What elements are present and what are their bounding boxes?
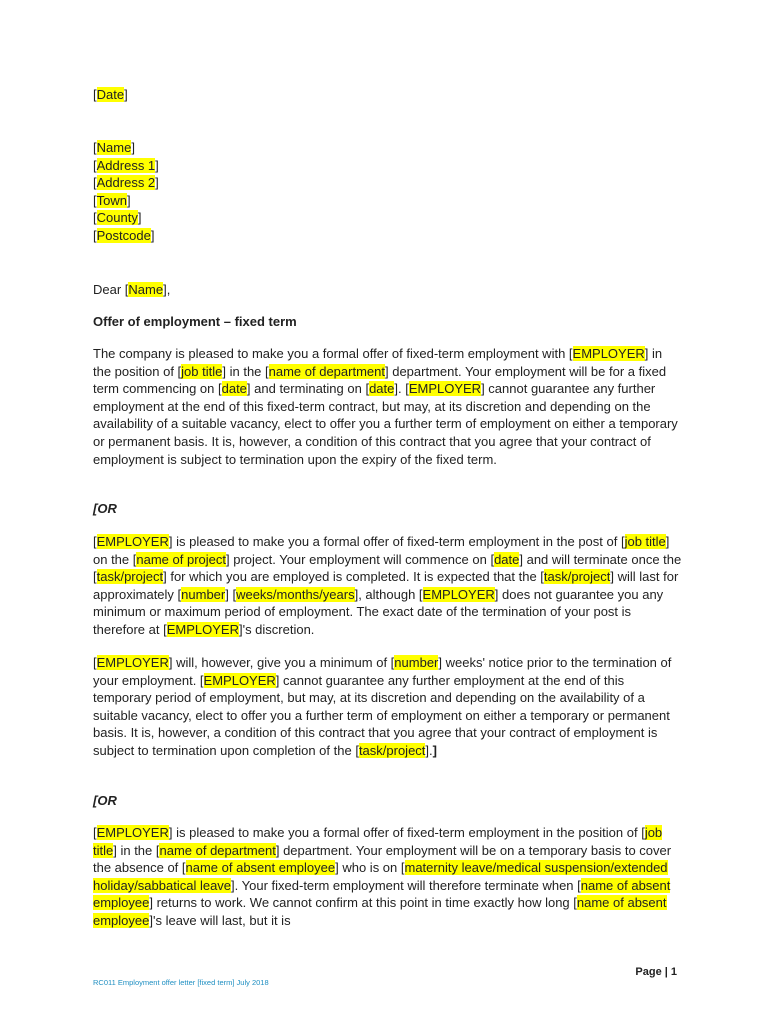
paragraph-text: ] returns to work. We cannot confirm at this point in time exactly how long [: [149, 895, 577, 911]
address-line: [County]: [93, 210, 142, 226]
address-line: [Name]: [93, 140, 135, 155]
paragraph-text: ] will last for approximately [: [93, 569, 679, 602]
paragraph-text: The company is pleased to make you a formal offer of fixed-term employment with [: [93, 346, 573, 361]
placeholder-field: EMPLOYER: [96, 825, 169, 840]
recipient-address: [93, 139, 683, 245]
date-line: [Date]: [93, 87, 128, 102]
placeholder-field: task/project: [96, 569, 164, 585]
paragraph-text: ]'s leave will last, but it is: [149, 912, 291, 928]
paragraph-text: [: [93, 534, 97, 549]
address-line: [Address 2]: [93, 175, 159, 191]
placeholder-field: task/project: [358, 742, 426, 758]
placeholder-field: weeks/months/years: [236, 586, 355, 602]
address-line: [Address 1]: [93, 157, 159, 173]
placeholder-field: date: [221, 381, 247, 397]
paragraph-text: ] will, however, give you a minimum of [: [168, 655, 395, 670]
letter-heading: Offer of employment – fixed term: [93, 314, 297, 329]
paragraph-text: ] in the [: [222, 363, 269, 379]
paragraph-text: ] weeks' notice prior to the termination of your employment. [: [93, 655, 672, 688]
paragraph-fixed-term: [93, 345, 683, 468]
paragraph-text: ] and terminating on [: [246, 381, 370, 397]
paragraph-text: ] in the position of [: [93, 346, 663, 379]
address-line: [Postcode]: [93, 227, 155, 243]
placeholder-field: EMPLOYER: [166, 621, 239, 637]
placeholder-field: name of absent employee: [93, 895, 667, 928]
paragraph-absence-cover: [93, 824, 683, 930]
paragraph-project: [93, 533, 683, 639]
paragraph-text: ] for which you are employed is completed. It is expected that the [: [163, 569, 544, 585]
placeholder-field: job title: [181, 363, 223, 379]
paragraph-text: ] does not guarantee you any minimum or maximum period of employment. The exact date of the termination of your post is therefore at [: [93, 586, 664, 637]
placeholder-field: date: [494, 551, 520, 567]
placeholder-field: EMPLOYER: [572, 346, 645, 361]
paragraph-text: ]. Your fixed-term employment will therefore terminate when [: [231, 877, 581, 893]
paragraph-notice: [93, 654, 683, 760]
paragraph-text: ]. [: [394, 381, 409, 397]
paragraph-text: ] department. Your employment will be for a fixed term commencing on [: [93, 363, 667, 397]
paragraph-text: ] [: [225, 586, 237, 602]
placeholder-field: EMPLOYER: [96, 534, 169, 549]
paragraph-text: ] is pleased to make you a formal offer of fixed-term employment in the post of [: [168, 534, 625, 549]
footer-page-number: Page | 1: [635, 966, 677, 978]
placeholder-field: maternity leave/medical suspension/extended holiday/sabbatical leave: [93, 860, 668, 893]
footer-doc-ref: RC011 Employment offer letter [fixed term] July 2018: [93, 978, 269, 987]
placeholder-field: EMPLOYER: [422, 586, 495, 602]
placeholder-field: name of project: [136, 551, 226, 567]
placeholder-field: EMPLOYER: [408, 381, 482, 397]
placeholder-field: name of department: [159, 842, 276, 858]
paragraph-text: ] and will terminate once the [: [93, 551, 682, 585]
placeholder-field: EMPLOYER: [96, 655, 169, 670]
placeholder-field: name of absent employee: [185, 860, 336, 876]
placeholder-field: name of department: [268, 363, 385, 379]
placeholder-field: date: [369, 381, 395, 397]
paragraph-text: [: [93, 655, 97, 670]
paragraph-text: ] on the [: [93, 534, 670, 567]
paragraph-text: ]'s discretion.: [238, 621, 315, 637]
placeholder-field: task/project: [543, 569, 611, 585]
paragraph-text: ]: [432, 742, 437, 758]
placeholder-field: number: [181, 586, 226, 602]
paragraph-text: ] who is on [: [335, 860, 405, 876]
paragraph-text: ] cannot guarantee any further employment at the end of this fixed-term contract, but may, at its discretion and depending on the availability of a suitable vacancy, elect to offer you a further term of employment on either a temporary or permanent basis. It is, however, a condition of this contract that you agree that your contract of employment is subject to termination upon the expiry of the fixed term.: [93, 381, 678, 467]
paragraph-text: ].: [425, 742, 433, 758]
placeholder-field: job title: [93, 825, 663, 858]
paragraph-text: ] project. Your employment will commence on [: [225, 551, 495, 567]
placeholder-field: job title: [624, 534, 666, 549]
paragraph-text: ] is pleased to make you a formal offer of fixed-term employment in the position of [: [168, 825, 645, 840]
date-placeholder: Date: [96, 87, 125, 102]
or-label: [OR: [93, 793, 117, 808]
placeholder-field: EMPLOYER: [203, 672, 276, 688]
placeholder-field: name of absent employee: [93, 877, 671, 911]
paragraph-text: ] cannot guarantee any further employment at the end of this temporary period of employment, but may, at its discretion and depending on the availability of a suitable vacancy, elect to offer you a further term of employment on either a temporary or permanent basis. It is, however, a condition of this contract that you agree that your contract of employment is subject to termination upon completion of the [: [93, 672, 670, 758]
greeting: Dear [Name],: [93, 282, 171, 297]
paragraph-text: [: [93, 825, 97, 840]
or-label: [OR: [93, 501, 117, 516]
paragraph-text: ] in the [: [113, 842, 160, 858]
address-line: [Town]: [93, 192, 131, 208]
paragraph-text: ], although [: [354, 586, 423, 602]
paragraph-text: ] department. Your employment will be on a temporary basis to cover the absence of [: [93, 842, 672, 876]
placeholder-field: number: [394, 655, 439, 670]
